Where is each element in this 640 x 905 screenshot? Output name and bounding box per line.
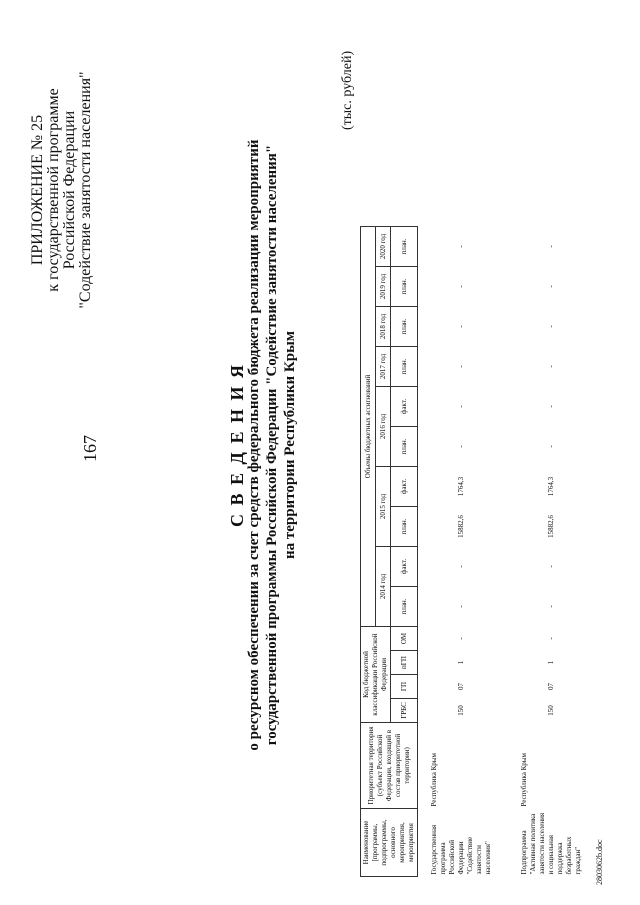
row-om: - — [547, 637, 555, 640]
row-plan-2020: - — [547, 245, 555, 248]
document-heading: С В Е Д Е Н И Я — [227, 363, 247, 527]
row-plan-2020: - — [457, 245, 465, 248]
header-gp: ГП — [391, 675, 418, 699]
header-2019: 2019 год — [376, 267, 391, 307]
header-plan-2015: план. — [391, 507, 418, 547]
row-name: Подпрограмма "Активная политика занятости населения и социальная поддержка безработных граждан" — [520, 812, 582, 875]
appendix-block — [30, 40, 94, 340]
table-row — [494, 227, 584, 877]
appendix-line-2: к государственной программе — [45, 88, 62, 292]
row-plan-2016: - — [547, 445, 555, 448]
file-name-footer: 2803062b.doc — [595, 839, 604, 885]
row-plan-2017: - — [457, 365, 465, 368]
row-territory: Республика Крым — [430, 753, 438, 807]
header-plan-2019: план. — [391, 267, 418, 307]
header-code-group: Код бюджетной классификации Российской Федерации — [361, 627, 391, 723]
row-gp: 07 — [547, 683, 555, 690]
row-fact-2015: 1764,3 — [547, 476, 555, 497]
row-plan-2017: - — [547, 365, 555, 368]
row-plan-2014: - — [547, 605, 555, 608]
header-volumes: Объемы бюджетных ассигнований — [361, 227, 376, 627]
header-2018: 2018 год — [376, 307, 391, 347]
row-plan-2018: - — [547, 325, 555, 328]
header-2017: 2017 год — [376, 347, 391, 387]
row-grbs: 150 — [457, 705, 465, 716]
row-plan-2014: - — [457, 605, 465, 608]
row-fact-2014: - — [457, 565, 465, 568]
header-fact-2016: факт. — [391, 387, 418, 427]
header-om: ОМ — [391, 627, 418, 651]
row-plan-2019: - — [457, 285, 465, 288]
row-pgp: 1 — [547, 660, 555, 665]
header-2014: 2014 год — [376, 547, 391, 627]
header-plan-2014: план. — [391, 587, 418, 627]
header-fact-2014: факт. — [391, 547, 418, 587]
row-fact-2015: 1764,3 — [457, 476, 465, 497]
header-plan-2017: план. — [391, 347, 418, 387]
header-pgp: пГП — [391, 651, 418, 675]
row-pgp: 1 — [457, 660, 465, 665]
row-name: Государственная программа Российской Федерации "Содействие занятости населения" — [430, 824, 492, 875]
units-label: (тыс. рублей) — [340, 50, 355, 130]
document-title-line-4: на территории Республики Крым — [282, 330, 298, 560]
row-plan-2015: 15882,6 — [547, 515, 555, 538]
header-fact-2015: факт. — [391, 467, 418, 507]
row-plan-2015: 15882,6 — [457, 515, 465, 538]
row-fact-2016: - — [547, 405, 555, 408]
row-fact-2016: - — [457, 405, 465, 408]
document-title-line-3: государственной программы Российской Федерации "Содействие занятости населения" — [264, 144, 280, 746]
header-2020: 2020 год — [376, 227, 391, 267]
appendix-line-1: ПРИЛОЖЕНИЕ № 25 — [29, 114, 46, 266]
document-title-line-2: о ресурсном обеспечении за счет средств федерального бюджета реализации мероприятий — [246, 139, 262, 751]
table-row — [418, 227, 495, 877]
appendix-line-4: "Содействие занятости населения" — [77, 71, 94, 309]
row-om: - — [457, 637, 465, 640]
row-grbs: 150 — [547, 705, 555, 716]
appendix-line-3: Российской Федерации — [61, 110, 78, 270]
page-number: 167 — [80, 435, 100, 462]
row-gp: 07 — [457, 683, 465, 690]
row-plan-2016: - — [457, 445, 465, 448]
header-grbs: ГРБС — [391, 699, 418, 723]
row-plan-2018: - — [457, 325, 465, 328]
row-fact-2014: - — [547, 565, 555, 568]
header-row-1 — [361, 227, 376, 877]
header-2015: 2015 год — [376, 467, 391, 547]
budget-table — [360, 226, 584, 877]
header-plan-2016: план. — [391, 427, 418, 467]
row-plan-2019: - — [547, 285, 555, 288]
header-name: Наименование [программы, подпрограммы, основного мероприятия, мероприятия — [361, 809, 418, 877]
row-territory: Республика Крым — [520, 753, 528, 807]
header-plan-2018: план. — [391, 307, 418, 347]
header-2016: 2016 год — [376, 387, 391, 467]
header-plan-2020: план. — [391, 227, 418, 267]
header-territory: Приоритетная территория (субъект Российской Федерации, входящий в состав приоритетной территории) — [361, 723, 418, 809]
